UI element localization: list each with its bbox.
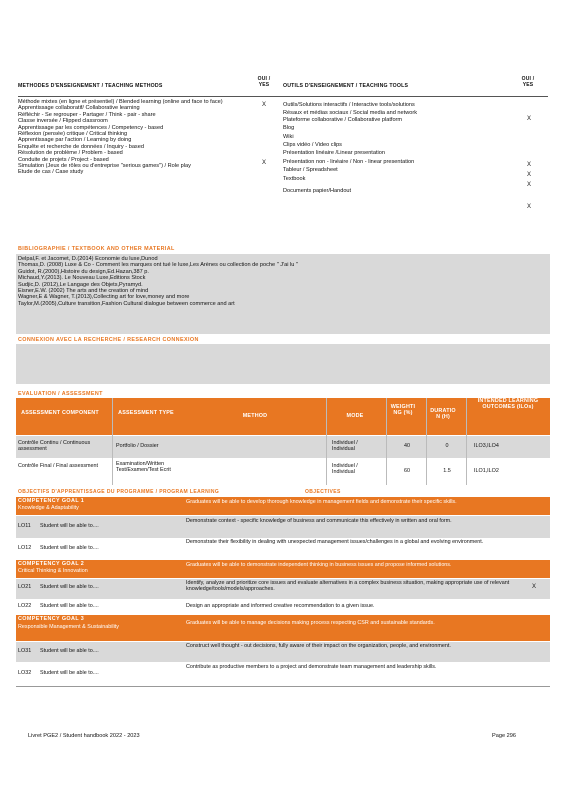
row-weight: 60 [404,468,410,474]
lo-check: X [532,584,537,590]
method-item: Réflexion (pensée) critique / Critical thinking [18,131,128,138]
tools-list [283,102,513,194]
row-mode: Individuel / Individual [332,463,358,476]
method-item: Résolution de problème / Problem - based [18,150,123,157]
row-ilos: ILO3,ILO4 [474,443,499,449]
research-header: CONNEXION AVEC LA RECHERCHE / RESEARCH CONNEXION [18,337,199,343]
methods-divider [18,96,548,97]
eval-col-divider [466,398,467,485]
eval-col-divider [386,398,387,485]
row-weight: 40 [404,443,410,449]
row-type: Examination/Written Test/Examen/Test Ecrit [116,461,171,474]
lo-label: Student will be able to.... [40,523,99,529]
lo-text: Contribute as productive members to a project and demonstrate team management and leadership skills. [186,664,437,670]
col-assessment-component: ASSESSMENT COMPONENT [21,410,99,416]
row-component: Contrôle Final / Final assessment [18,463,98,469]
tools-header: OUTILS D'ENSEIGNEMENT / TEACHING TOOLS [283,83,409,89]
method-item: Simulation (Jeux de rôles ou d'entreprise "serious games") / Role play [18,163,191,170]
bibliography-line: Taylor,M.(2005),Culture transition,Fashion Cultural dialogue between commerce and art [18,300,235,307]
page-number: Page 296 [492,733,516,739]
goal-description: Graduates will be able to develop thorough knowledge in management fields and demonstrate their specific skills. [186,499,457,505]
tool-item: Plateforme collaborative / Collaborative platform [283,116,403,123]
lo-code: LO12 [18,545,32,551]
method-item: Apprentissage par les compétences / Competency - based [18,124,164,131]
lo-code: LO31 [18,648,32,654]
lo-label: Student will be able to.... [40,670,99,676]
lo-text: Demonstrate their flexibility in dealing with unexpected management issues/challenges in a global and evolving environment. [186,539,484,545]
lo-label: Student will be able to.... [40,648,99,654]
footer-text: Livret PGE2 / Student handbook 2022 - 2023 [28,733,140,739]
goal-subtitle: Knowledge & Adaptability [18,505,79,511]
tool-check: X [527,116,532,122]
goal-title: COMPETENCY GOAL 3 [18,616,85,622]
eval-col-divider [112,398,113,485]
row-duration: 0 [445,443,449,449]
tool-check: X [527,172,532,178]
bibliography-line: Eisner,E.W. (2002) The arts and the creation of mind [18,288,149,295]
tool-item: Wiki [283,133,294,140]
method-check: X [262,102,267,108]
col-mode: MODE [346,413,364,419]
bibliography-line: Sudjic,D. (2012),Le Langage des Objets,Pyramyd. [18,281,143,288]
col-weighting: WEIGHTING (%) [390,404,416,417]
lo-text: Demonstrate context - specific knowledge of business and communicate this effectively in written and oral form. [186,518,452,524]
col-assessment-type: ASSESSMENT TYPE [118,410,174,416]
lo-label: Student will be able to.... [40,603,99,609]
methods-header: METHODES D'ENSEIGNEMENT / TEACHING METHODS [18,83,163,89]
tool-check: X [527,162,532,168]
research-panel [16,344,550,384]
lo-code: LO32 [18,670,32,676]
method-item: Apprentissage collaboratif/ Collaborative learning [18,105,140,112]
lo-label: Student will be able to.... [40,584,99,590]
lo-text: Identify, analyze and prioritize core issues and evaluate alternatives in a complex business situation, making appropriate use of relevant knowledge/tools/models/approaches. [186,580,510,593]
tool-check: X [527,204,532,210]
lo-code: LO21 [18,584,32,590]
method-item: Conduite de projets / Project - based [18,156,109,163]
methods-oui-header: OUI / YES [257,76,271,88]
bibliography-line: Guidot, R.(2000),Histoire du design,Ed.Hazan,387 p. [18,268,149,275]
tool-check: X [527,182,532,188]
goal-subtitle: Responsible Management & Sustainability [18,624,119,630]
bibliography-line: Delpal,F. et Jacomet, D.(2014) Economie du luxe,Dunod [18,256,158,262]
evaluation-header: EVALUATION / ASSESSMENT [18,391,103,397]
tool-item: Outils/Solutions interactifs / Interactive tools/solutions [283,102,415,108]
bibliography-line: Michaud,Y.(2013). Le Nouveau Luxe,Editions Stock [18,275,146,282]
goal-title: COMPETENCY GOAL 1 [18,498,85,504]
method-item: Etude de cas / Case study [18,169,84,176]
col-ilos: INTENDED LEARNING OUTCOMES (ILOs) [477,398,539,411]
methods-list [18,99,258,176]
col-duration: DURATION (H) [430,408,456,421]
method-item: Apprentissage par l'action / Learning by doing [18,137,132,144]
row-mode: Individuel / Individual [332,440,358,453]
tool-item: Clips vidéo / Video clips [283,142,342,149]
objectives-header: OBJECTIFS D'APPRENTISSAGE DU PROGRAMME / PROGRAM LEARNING [18,489,220,495]
tool-item: Tableur / Spreadsheet [283,167,338,174]
col-method: METHOD [242,413,268,419]
goal-description: Graduates will be able to demonstrate independent thinking in business issues and propose informed solutions. [186,562,452,568]
row-type: Portfolio / Dossier [116,443,159,449]
lo-label: Student will be able to.... [40,545,99,551]
row-ilos: ILO1,ILO2 [474,468,499,474]
bibliography-panel [16,254,550,334]
method-check: X [262,160,267,166]
tool-item: Présentation non - linéaire / Non - linear presentation [283,158,415,165]
method-item: Enquête et recherche de données / Inquiry - based [18,143,144,150]
eval-col-divider [426,398,427,485]
row-duration: 1.5 [443,468,451,474]
objectives-header-right: OBJECTIVES [305,489,341,495]
goal-title: COMPETENCY GOAL 2 [18,561,85,567]
bibliography-line: Wagner,E & Wagner, T.(2013),Collecting art for love,money and more [18,294,190,301]
eval-col-divider [326,398,327,485]
goal-subtitle: Critical Thinking & Innovation [18,568,88,574]
method-item: Réfléchir - Se regrouper - Partager / Think - pair - share [18,111,156,118]
tools-oui-header: OUI / YES [521,76,535,88]
tool-item: Présentation linéaire /Linear presentation [283,150,385,157]
method-item: Classe inversée / Flipped classroom [18,118,108,125]
tool-item: Résaux et médias sociaux / Social media and network [283,110,418,117]
lo-text: Design an appropriate and informed creative recommendation to a given issue. [186,603,375,609]
bibliography-line: Thomas,D. (2008) Luxe & Co - Comment les marques ont tué le luxe,Les Arènes ou collection de poche " J'ai lu " [18,262,298,269]
tool-item: Textbook [283,175,306,182]
row-component: Contrôle Continu / Continuous assessment [18,440,91,453]
bibliography-header: BIBLIOGRAPHIE / TEXTBOOK AND OTHER MATERIAL [18,246,175,252]
lo-code: LO22 [18,603,32,609]
method-item: Méthode mixtes (en ligne et présentiel) / Blended learning (online and face to face) [18,99,223,105]
goal-description: Graduates will be able to manage decisions making process respecting CSR and sustainable standards. [186,620,435,626]
lo-text: Construct well thought - out decisions, fully aware of their impact on the organization, people, and environment. [186,643,451,649]
lo-code: LO11 [18,523,31,529]
tool-item: Documents papier/Handout [283,188,352,195]
objectives-bottom-rule [16,686,550,687]
tool-item: Blog [283,125,295,132]
